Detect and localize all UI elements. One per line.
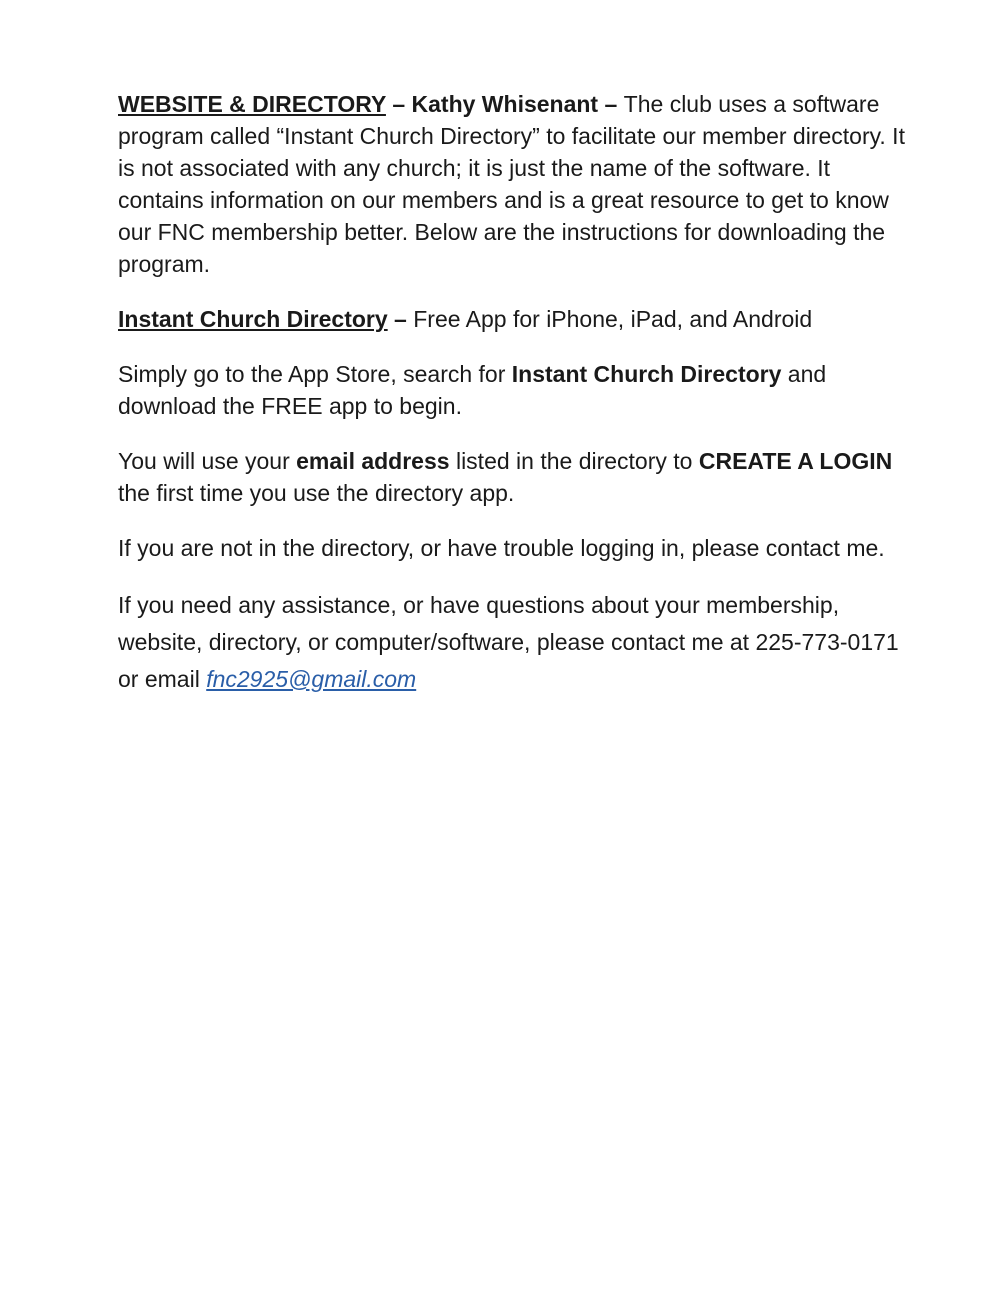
author-dash: –	[598, 91, 624, 117]
step1-prefix: Simply go to the App Store, search for	[118, 361, 512, 387]
step2-create-login: CREATE A LOGIN	[698, 448, 893, 474]
section-heading: WEBSITE & DIRECTORY	[118, 91, 386, 117]
heading-dash: –	[385, 91, 412, 117]
contact-note-paragraph: If you are not in the directory, or have trouble logging in, please contact me.	[118, 535, 885, 561]
step1-suffix: and download the FREE app to begin.	[118, 361, 827, 419]
step2-prefix: You will use your	[118, 448, 297, 474]
assistance-paragraph	[118, 587, 918, 698]
app-name: Instant Church Directory	[118, 306, 388, 332]
document-page	[118, 88, 918, 721]
step2-email-address: email address	[296, 448, 450, 474]
intro-paragraph	[118, 88, 918, 280]
app-dash: –	[387, 306, 414, 332]
step2-suffix: the first time you use the directory app.	[118, 480, 515, 506]
author-name: Kathy Whisenant	[411, 91, 599, 117]
step1-app-name: Instant Church Directory	[511, 361, 782, 387]
intro-text: The club uses a software program called “Instant Church Directory” to facilitate our member directory. It is not associated with any church; it is just the name of the software. It contains information on our members and is a great resource to get to know our FNC membership better. Below are the instructions for downloading the program.	[118, 91, 905, 277]
step2-middle: listed in the directory to	[449, 448, 699, 474]
step1-paragraph	[118, 358, 918, 422]
email-link[interactable]: fnc2925@gmail.com	[206, 666, 417, 692]
step2-paragraph	[118, 445, 918, 509]
assistance-text: If you need any assistance, or have questions about your membership, website, directory, or computer/software, please contact me at 225-773-0171 or email	[118, 592, 899, 692]
app-description: Free App for iPhone, iPad, and Android	[413, 306, 813, 332]
app-paragraph	[118, 303, 918, 335]
